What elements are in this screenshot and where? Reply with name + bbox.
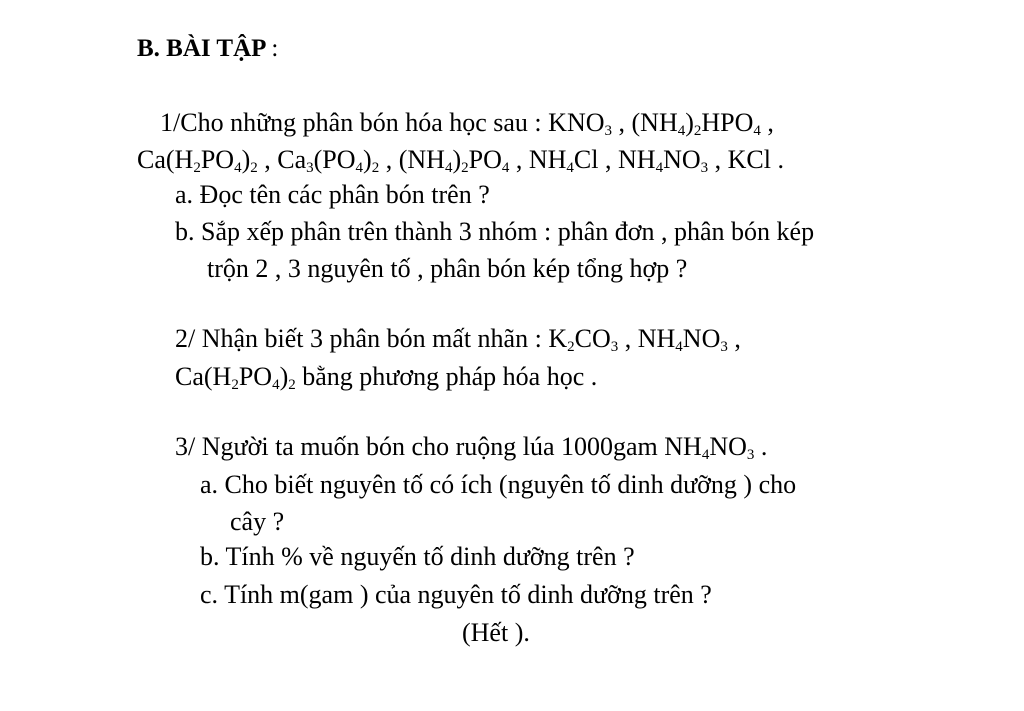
formula-nh4-2-hpo4: $(NH_4)_2HPO_4$ xyxy=(631,108,761,139)
section-title-text: B. BÀI TẬP xyxy=(137,35,266,62)
section-title xyxy=(137,34,278,64)
formula-ca3-po4-2: $Ca_3(PO_4)_2$ xyxy=(277,145,380,176)
q2-line2-text: bằng phương pháp hóa học . xyxy=(302,362,598,391)
q3-part-c: c. Tính m(gam ) của nguyên tố dinh dưỡng trên ? xyxy=(200,580,712,609)
q2-line1-tail: , xyxy=(734,324,741,353)
q1-line1-tail: , xyxy=(767,108,774,137)
section-title-colon: : xyxy=(271,35,279,62)
formula-nh4no3-q3: $NH_4NO_3$ xyxy=(664,432,755,463)
q3-intro-end: . xyxy=(760,432,768,461)
formula-nh4cl: $NH_4Cl$ xyxy=(528,145,599,176)
q3-part-a-line1: a. Cho biết nguyên tố có ích (nguyên tố dinh dưỡng ) cho xyxy=(200,470,797,499)
q3-intro: 3/ Người ta muốn bón cho ruộng lúa 1000gam xyxy=(175,432,658,461)
q3-line1 xyxy=(175,432,767,462)
q1-line1: 1/Cho những phân bón hóa học sau : $KNO_3$ , $(NH_4)_2HPO_4$ , xyxy=(160,108,774,139)
formula-ca-h2po4-2: $Ca(H_2PO_4)_2$ xyxy=(137,145,258,176)
q2-intro: 2/ Nhận biết 3 phân bón mất nhãn : xyxy=(175,324,542,353)
formula-nh4no3: $NH_4NO_3$ xyxy=(618,145,709,176)
q1-intro: 1/Cho những phân bón hóa học sau : xyxy=(160,108,542,137)
q1-part-b-line1: b. Sắp xếp phân trên thành 3 nhóm : phân đơn , phân bón kép xyxy=(175,217,815,246)
q1-part-a: a. Đọc tên các phân bón trên ? xyxy=(175,180,490,209)
formula-kno3: $KNO_3$ xyxy=(548,108,613,139)
formula-kcl: KCl xyxy=(727,145,771,174)
q3-part-b: b. Tính % về nguyến tố dinh dưỡng trên ? xyxy=(200,542,635,571)
q1-line2-end: . xyxy=(777,145,784,174)
formula-nh4-2-po4: $(NH_4)_2PO_4$ xyxy=(398,145,510,176)
formula-nh4no3-q2: $NH_4NO_3$ xyxy=(637,324,728,355)
q1-line2: $Ca(H_2PO_4)_2$ , $Ca_3(PO_4)_2$ , $(NH_4)_2PO_4$ , $NH_4Cl$ , $NH_4NO_3$ , KCl . xyxy=(137,145,784,176)
formula-k2co3: $K_2CO_3$ xyxy=(548,324,619,355)
q3-part-a-line2: cây ? xyxy=(230,507,285,536)
formula-ca-h2po4-2-q2: $Ca(H_2PO_4)_2$ xyxy=(175,362,296,393)
q2-line2 xyxy=(175,362,597,392)
q1-part-b-line2: trộn 2 , 3 nguyên tố , phân bón kép tổng hợp ? xyxy=(207,254,688,283)
end-note: (Hết ). xyxy=(462,618,530,647)
q2-line1: 2/ Nhận biết 3 phân bón mất nhãn : $K_2CO_3$ , $NH_4NO_3$ , xyxy=(175,324,741,355)
